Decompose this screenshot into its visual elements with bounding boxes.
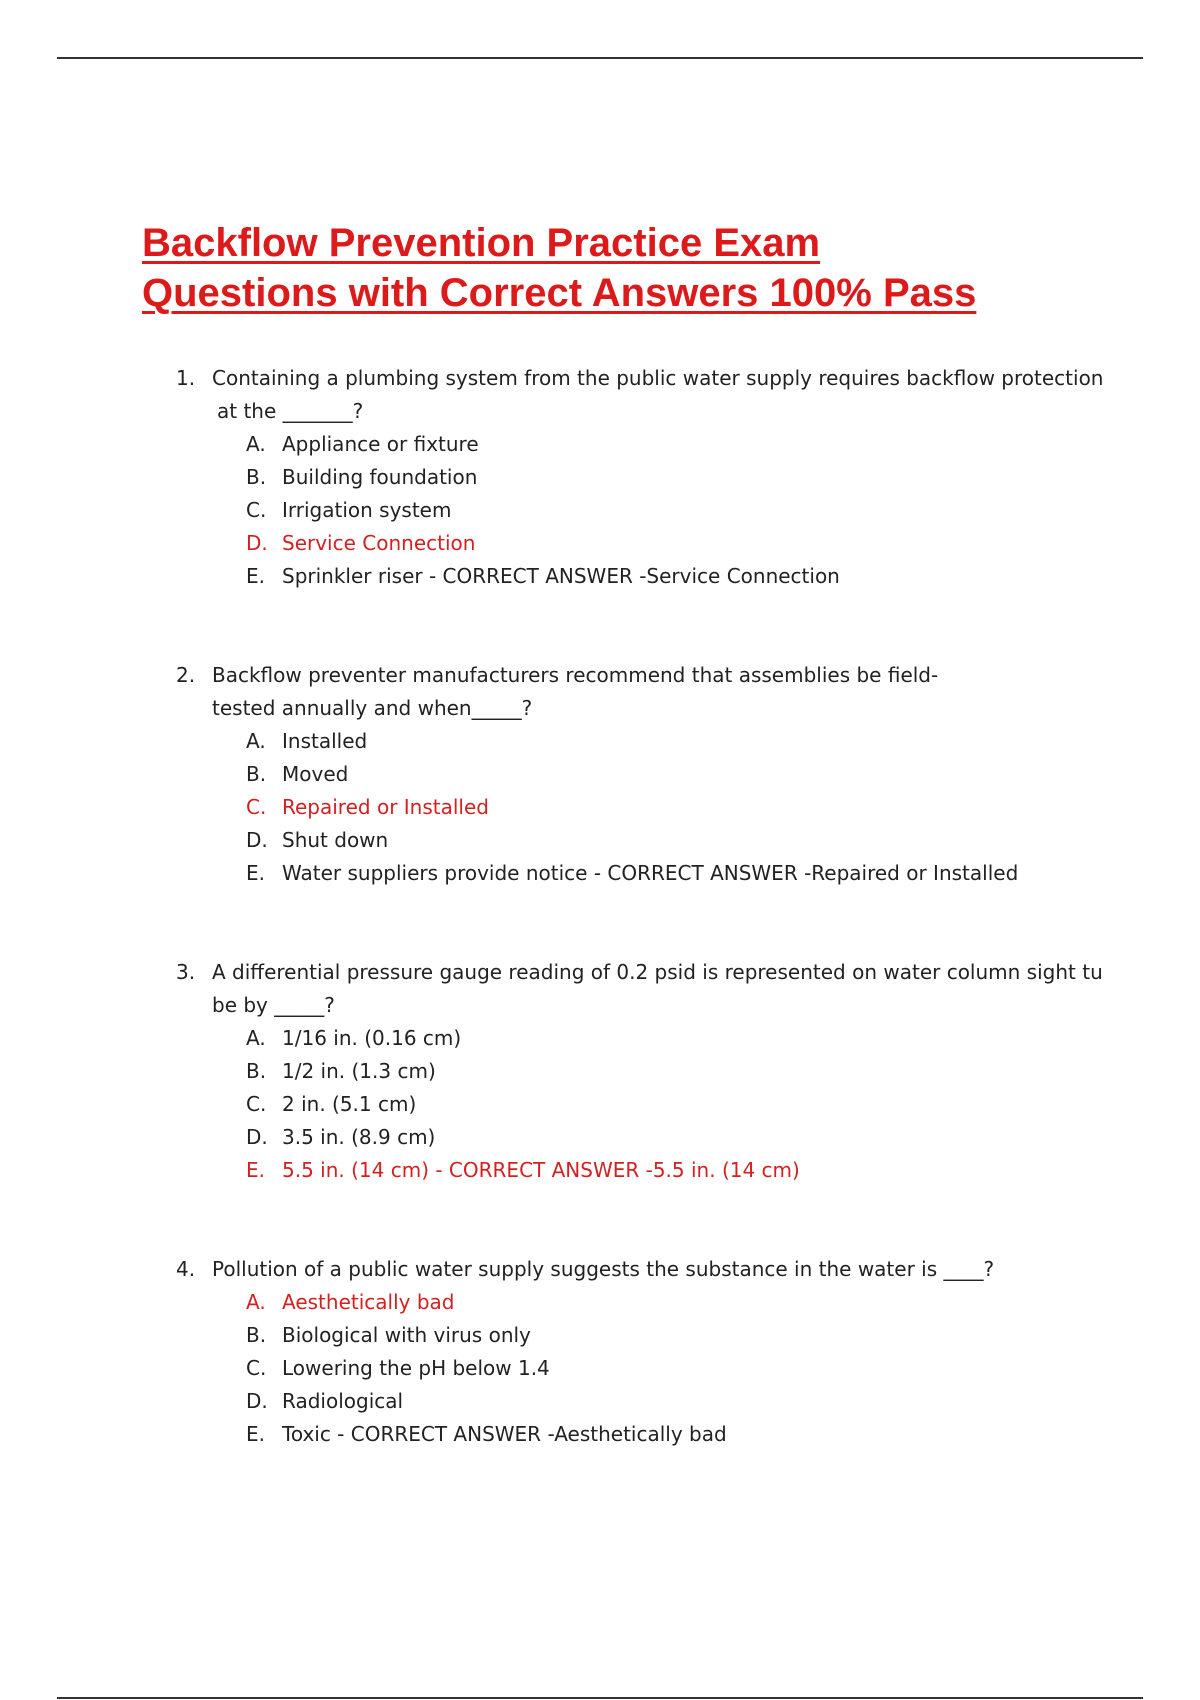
option-letter: A. bbox=[246, 1026, 266, 1050]
question-text-line-2: tested annually and when_____? bbox=[212, 696, 533, 720]
option-letter: B. bbox=[246, 465, 267, 489]
question-text-line-1: A differential pressure gauge reading of 0.2 psid is represented on water column sight tu bbox=[212, 960, 1103, 984]
option-letter: D. bbox=[246, 531, 268, 555]
option-text: Building foundation bbox=[282, 465, 478, 489]
option-text: Aesthetically bad bbox=[282, 1290, 455, 1314]
option-b bbox=[246, 1319, 1076, 1352]
question-stem bbox=[176, 1253, 1076, 1286]
question-1 bbox=[176, 362, 1104, 593]
option-text: Service Connection bbox=[282, 531, 476, 555]
question-stem bbox=[176, 956, 1103, 989]
option-b bbox=[246, 1055, 1076, 1088]
options-list bbox=[176, 1022, 1076, 1187]
option-text: Water suppliers provide notice - CORRECT ANSWER -Repaired or Installed bbox=[282, 861, 1019, 885]
option-letter: B. bbox=[246, 762, 267, 786]
option-text: 2 in. (5.1 cm) bbox=[282, 1092, 417, 1116]
option-b bbox=[246, 758, 1076, 791]
option-letter: E. bbox=[246, 1422, 265, 1446]
option-text: Toxic - CORRECT ANSWER -Aesthetically bad bbox=[282, 1422, 727, 1446]
option-text: Repaired or Installed bbox=[282, 795, 489, 819]
option-letter: A. bbox=[246, 1290, 266, 1314]
option-a bbox=[246, 725, 1076, 758]
question-text-line-1: Containing a plumbing system from the public water supply requires backflow protection bbox=[212, 366, 1104, 390]
option-b bbox=[246, 461, 1076, 494]
option-letter: E. bbox=[246, 564, 265, 588]
option-text: Biological with virus only bbox=[282, 1323, 531, 1347]
option-letter: C. bbox=[246, 1092, 267, 1116]
option-e bbox=[246, 857, 1076, 890]
option-text: Sprinkler riser - CORRECT ANSWER -Service Connection bbox=[282, 564, 840, 588]
option-c bbox=[246, 494, 1076, 527]
option-letter: A. bbox=[246, 729, 266, 753]
option-letter: D. bbox=[246, 1125, 268, 1149]
option-letter: A. bbox=[246, 432, 266, 456]
question-number: 2. bbox=[176, 663, 196, 687]
option-letter: E. bbox=[246, 861, 265, 885]
question-text-line-2: at the _______? bbox=[217, 399, 364, 423]
option-letter: B. bbox=[246, 1323, 267, 1347]
option-letter: E. bbox=[246, 1158, 265, 1182]
option-e-correct bbox=[246, 1154, 1076, 1187]
option-text: 3.5 in. (8.9 cm) bbox=[282, 1125, 436, 1149]
option-a-correct bbox=[246, 1286, 1076, 1319]
title-line-1: Backflow Prevention Practice Exam bbox=[142, 221, 821, 265]
option-text: Shut down bbox=[282, 828, 389, 852]
option-text: Installed bbox=[282, 729, 368, 753]
question-2 bbox=[176, 659, 1076, 890]
option-text: Irrigation system bbox=[282, 498, 452, 522]
question-text-line-2: be by _____? bbox=[212, 993, 335, 1017]
question-number: 1. bbox=[176, 366, 196, 390]
option-c-correct bbox=[246, 791, 1076, 824]
option-letter: B. bbox=[246, 1059, 267, 1083]
option-letter: D. bbox=[246, 828, 268, 852]
option-d bbox=[246, 824, 1076, 857]
option-text: 1/2 in. (1.3 cm) bbox=[282, 1059, 436, 1083]
option-text: Appliance or fixture bbox=[282, 432, 479, 456]
option-d bbox=[246, 1385, 1076, 1418]
option-letter: D. bbox=[246, 1389, 268, 1413]
options-list bbox=[176, 725, 1076, 890]
option-letter: C. bbox=[246, 498, 267, 522]
option-text: Moved bbox=[282, 762, 349, 786]
document-title bbox=[142, 218, 1102, 318]
question-stem bbox=[176, 362, 1104, 395]
option-letter: C. bbox=[246, 795, 267, 819]
option-e bbox=[246, 1418, 1076, 1451]
option-a bbox=[246, 1022, 1076, 1055]
option-text: Radiological bbox=[282, 1389, 404, 1413]
option-c bbox=[246, 1088, 1076, 1121]
option-d bbox=[246, 1121, 1076, 1154]
question-3 bbox=[176, 956, 1103, 1187]
options-list bbox=[176, 1286, 1076, 1451]
option-text: 5.5 in. (14 cm) - CORRECT ANSWER -5.5 in. (14 cm) bbox=[282, 1158, 800, 1182]
question-text-line-1: Pollution of a public water supply suggests the substance in the water is ____? bbox=[212, 1257, 995, 1281]
options-list bbox=[176, 428, 1076, 593]
question-number: 4. bbox=[176, 1257, 196, 1281]
option-text: Lowering the pH below 1.4 bbox=[282, 1356, 550, 1380]
option-e bbox=[246, 560, 1076, 593]
question-number: 3. bbox=[176, 960, 196, 984]
question-stem bbox=[176, 659, 1076, 692]
option-a bbox=[246, 428, 1076, 461]
option-c bbox=[246, 1352, 1076, 1385]
question-text-line-1: Backflow preventer manufacturers recommend that assemblies be field- bbox=[212, 663, 939, 687]
option-letter: C. bbox=[246, 1356, 267, 1380]
option-text: 1/16 in. (0.16 cm) bbox=[282, 1026, 462, 1050]
option-d-correct bbox=[246, 527, 1076, 560]
top-rule bbox=[57, 57, 1143, 59]
bottom-rule bbox=[57, 1697, 1143, 1699]
question-4 bbox=[176, 1253, 1076, 1451]
title-line-2: Questions with Correct Answers 100% Pass bbox=[142, 271, 977, 315]
